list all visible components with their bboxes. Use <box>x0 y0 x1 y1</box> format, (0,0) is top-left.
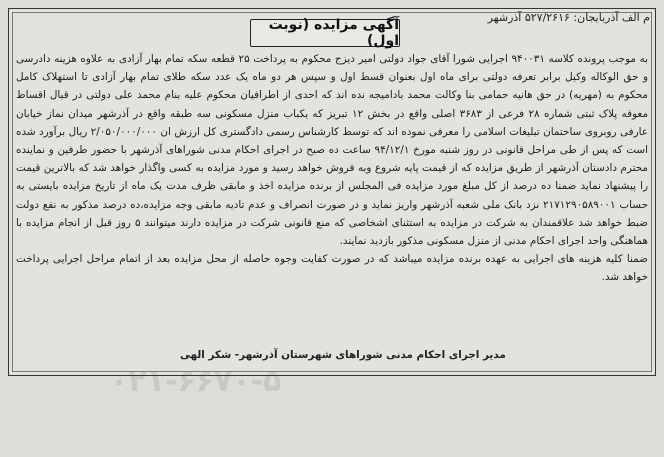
reference-number: م الف آذربایجان: ۵۲۷/۲۶۱۶ آذرشهر <box>487 11 650 24</box>
body-paragraph-main: به موجب پرونده کلاسه ۹۴۰۰۳۱ اجرایی شورا آقای جواد دولتی امیر دیزج محکوم به پرداخت ۲۵ قطعه سکه تمام بهار آزادی به علاوه هزینه دادرسی و حق الوکاله وکیل برابر تعرفه دولتی برای ماه اول بعنوان قسط اول و سپس هر دو ماه یک عدد سکه طلای تمام بهار آزادی تا استهلاک کامل محکوم به (مهریه) در حق هانیه حمامی بنا وکالت محمد باداميجه نده اند که احدی از اطرافيان محکوم علیه بنام محمد علی دولتی در قبال اقساط معوقه پلاک ثبتی شماره ۲۸ فرعی از ۳۶۸۳ اصلی واقع در بخش ۱۲ تبریز که یکباب منزل مسکونی سه طبقه واقع در آذرشهر میدان نماز خیابان عارفی روبروی ساختمان تبلیغات اسلامی را معرفی نموده اند که توسط کارشناس رسمی دادگستری کل ارزش ان ۲/۰۵۰/۰۰۰/۰۰۰ ریال برآورد شده است که پس از طی مراحل قانونی در روز شنبه مورخ ۹۴/۱۲/۱ ساعت ده صبح در اجرای احکام مدنی شوراهای آذرشهر با حضور طرفین و نماینده محترم دادستان آذرشهر از طریق مزایده که از قیمت پایه شروع وبه فروش خواهد رسید و مورد مزایده به کسی واگذار خواهد شد که بالاترین قیمت را پیشنهاد نماید ضمنا ده درصد از کل مبلغ مورد مزایده فی المجلس از برنده مزایده اخذ و مابقی ظرف مدت یک ماه از تاریخ مزایده بایستی به حساب ۲۱۷۱۲۹۰۵۸۹۰۰۱ نزد بانک ملی شعبه آذرشهر واریز نماید و در صورت انصراف و عدم تادیه مابقی وجه مزایده،ده درصد مذکور به نفع دولت ضبط خواهد شد علاقمندان به شرکت در مزایده به استثنای اشخاصی که منع قانونی شرکت در مزایده دارند میتوانند ۵ روز قبل از انجام مزایده با هماهنگی واحد اجرای احکام مدنی از منزل مسکونی مذکور بازدید نمایند. <box>16 53 649 248</box>
notice-title-text: آگهی مزایده (نوبت اول) <box>268 17 399 49</box>
notice-title <box>250 19 400 47</box>
watermark: ۰۲۱-۶۶۷۰-۵ <box>110 364 282 399</box>
body-paragraph-costs: ضمنا کلیه هزینه های اجرایی به عهده برنده مزایده میباشد که در صورت کفایت وجوه حاصله از محل مزایده بعد از اتمام مراحل اجرایی پرداخت خواهد شد. <box>16 253 648 284</box>
notice-body <box>16 50 648 287</box>
signature-line: مدیر اجرای احکام مدنی شوراهای شهرستان آذرشهر- شکر الهی <box>180 349 506 361</box>
